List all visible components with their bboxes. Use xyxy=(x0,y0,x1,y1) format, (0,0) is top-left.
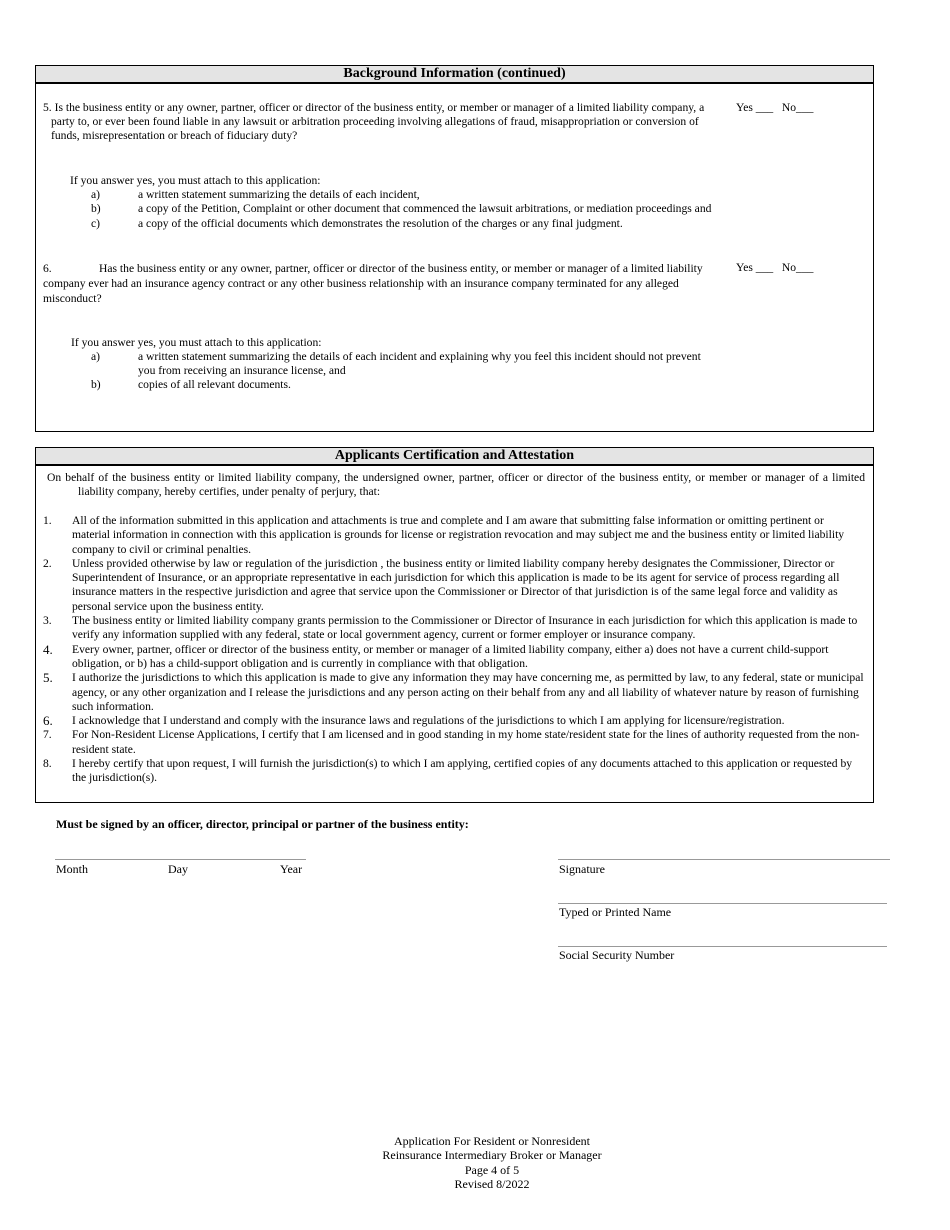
certification-intro: On behalf of the business entity or limited liability company, the undersigned owner, partner, officer or director of the business entity, or member or manager of a limited liability company, hereby certifies, under penalty of perjury, that: xyxy=(47,471,865,498)
list-item: 8. I hereby certify that upon request, I will furnish the jurisdiction(s) to which I am applying, certified copies of any documents attached to this application or requested by the jurisdiction(s). xyxy=(43,757,853,785)
section-title: Background Information (continued) xyxy=(36,66,873,84)
list-item: 5. I authorize the jurisdictions to which this application is made to give any information they may have concerning me, as permitted by law, to any federal, state or municipal agency, or any other organization and I release the jurisdictions and any person acting on their behalf from any and all liability of whatever nature by reason of furnishing such information. xyxy=(43,670,864,713)
page-number: Page 4 of 5 xyxy=(464,1162,520,1177)
question-5-yes-no[interactable]: Yes ___ No___ xyxy=(736,101,814,114)
list-item: a) a written statement summarizing the details of each incident and explaining why you feel this incident should not prevent you from receiving an insurance license, and xyxy=(91,350,701,377)
question-6-number: 6. xyxy=(43,262,52,275)
month-label: Month xyxy=(56,862,89,876)
list-item: 4. Every owner, partner, officer or director of the business entity, or member or manager of a limited liability company, either a) does not have a current child-support obligation, or b) has a child-support obligation and is currently in compliance with that obligation. xyxy=(43,641,829,670)
question-6-attachment-list xyxy=(91,350,701,392)
question-6-text: 6. Has the business entity or any owner, partner, officer or director of the business entity, or member or manager of a limited liability company ever had an insurance agency contract or any other business relationship with an insurance company terminated for any alleged misconduct? xyxy=(43,262,703,305)
day-label: Day xyxy=(168,862,188,876)
ssn-label: Social Security Number xyxy=(559,948,675,962)
ssn-line[interactable] xyxy=(558,946,887,947)
typed-name-line[interactable] xyxy=(558,903,887,904)
question-6-attach-intro: If you answer yes, you must attach to this application: xyxy=(71,336,322,349)
list-item: 2. Unless provided otherwise by law or regulation of the jurisdiction , the business entity or limited liability company hereby designates the Commissioner, Director or Superintendent of Insurance, or an appropriate representative in each jurisdiction for which this application is made to be its agent for service of process regarding all insurance matters in the respective jurisdiction and agree that service upon the Commissioner or Director of that jurisdiction is of the same legal force and validity as personal service upon the business entity. xyxy=(43,556,840,613)
list-item: 1. All of the information submitted in this application and attachments is true and complete and I am aware that submitting false information or omitting pertinent or material information in connection with this application is grounds for license or registration revocation and may subject me and the business entity or limited liability company to civil or criminal penalties. xyxy=(43,514,845,556)
list-item: 3. The business entity or limited liability company grants permission to the Commissioner or Director of Insurance in each jurisdiction for which this application is made to verify any information supplied with any federal, state or local government agency, current or former employer or insurance company. xyxy=(43,614,858,642)
revision-date: Revised 8/2022 xyxy=(454,1177,530,1192)
typed-name-label: Typed or Printed Name xyxy=(559,905,672,919)
certification-section xyxy=(35,447,874,803)
background-information-section xyxy=(35,65,874,432)
list-item: c) a copy of the official documents which demonstrates the resolution of the charges or any final judgment. xyxy=(91,217,623,230)
page-footer xyxy=(0,1134,950,1192)
signature-instruction: Must be signed by an officer, director, principal or partner of the business entity: xyxy=(56,817,469,831)
list-item: b) copies of all relevant documents. xyxy=(91,378,291,391)
question-5-attachment-list xyxy=(91,188,721,231)
signature-label: Signature xyxy=(559,862,605,876)
section-title: Applicants Certification and Attestation xyxy=(36,448,873,466)
date-line[interactable] xyxy=(55,859,306,860)
certification-list xyxy=(36,514,864,786)
footer-line: Reinsurance Intermediary Broker or Manager xyxy=(382,1148,602,1163)
question-5-text: 5. Is the business entity or any owner, partner, officer or director of the business entity, or member or manager of a limited liability company, a party to, or ever been found liable in any lawsuit or arbitration proceeding involving allegations of fraud, misappropriation or conversion of funds, misrepresentation or breach of fiduciary duty? xyxy=(43,101,705,142)
signature-line[interactable] xyxy=(558,859,890,860)
list-item: b) a copy of the Petition, Complaint or other document that commenced the lawsuit arbitrations, or mediation proceedings and xyxy=(91,202,712,215)
year-label: Year xyxy=(280,862,303,876)
footer-line: Application For Resident or Nonresident xyxy=(394,1134,590,1148)
list-item: 7. For Non-Resident License Applications, I certify that I am licensed and in good standing in my home state/resident state for the lines of authority requested from the non-resident state. xyxy=(43,728,860,756)
list-item: a) a written statement summarizing the details of each incident, xyxy=(91,188,420,201)
list-item: 6. I acknowledge that I understand and comply with the insurance laws and regulations of the jurisdictions to which I am applying for licensure/registration. xyxy=(43,713,785,729)
question-5-attach-intro: If you answer yes, you must attach to this application: xyxy=(70,174,321,187)
question-6-yes-no[interactable]: Yes ___ No___ xyxy=(736,261,814,274)
